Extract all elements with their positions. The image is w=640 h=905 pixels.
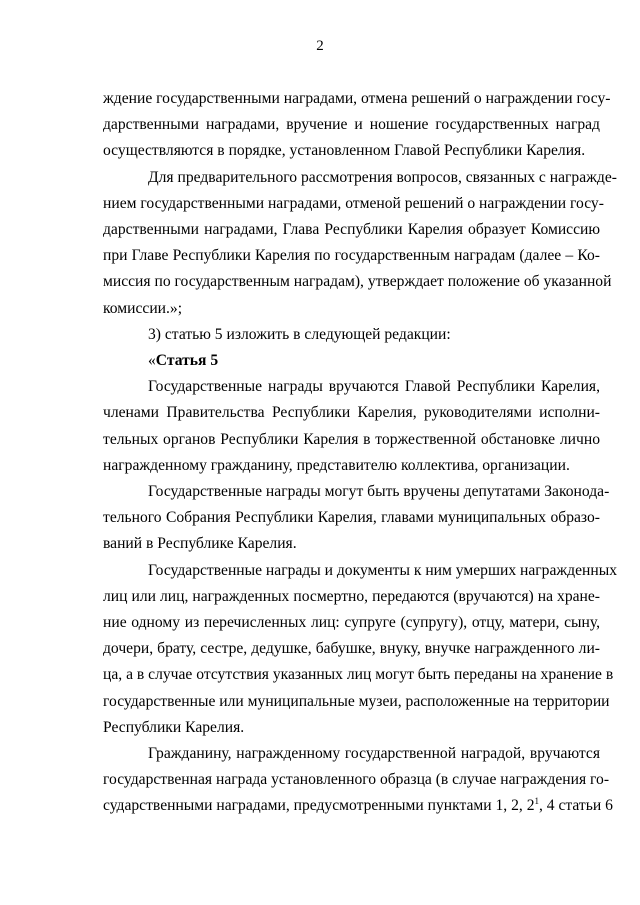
text-line: Государственные награды могут быть вручены депутатами Законода- xyxy=(148,483,610,501)
text-line: осуществляются в порядке, установленном Главой Республики Карелия. xyxy=(103,142,586,160)
heading-text: Статья 5 xyxy=(155,352,219,370)
text-line: Для предварительного рассмотрения вопросов, связанных с награжде- xyxy=(148,168,617,186)
article-heading xyxy=(103,348,600,374)
text-line: награжденному гражданину, представителю коллектива, организации. xyxy=(103,456,570,474)
page-number: 2 xyxy=(316,38,324,54)
text-line: Гражданину, награжденному государственной наградой, вручаются xyxy=(148,745,600,763)
text-line: дочери, брату, сестре, дедушке, бабушке, внуку, внучке награжденного ли- xyxy=(103,640,600,658)
document-body xyxy=(103,86,617,820)
text-line: Государственные награды вручаются Главой Республики Карелия, xyxy=(148,378,600,396)
text-line: дарственными наградами, Глава Республики Карелия образует Комиссию xyxy=(103,221,600,239)
text-line: дарственными наградами, вручение и ношение государственных наград xyxy=(103,116,600,134)
text-fragment: сударственными наградами, предусмотренными пунктами 1, 2, 2 xyxy=(103,797,535,815)
superscript: 1 xyxy=(534,796,539,807)
heading-quote: « xyxy=(148,352,156,370)
text-line: нием государственными наградами, отменой решений о награждении госу- xyxy=(103,194,604,212)
text-line: лиц или лиц, награжденных посмертно, передаются (вручаются) на хране- xyxy=(103,587,600,605)
text-line: государственная награда установленного образца (в случае награждения го- xyxy=(103,771,610,789)
text-line: государственные или муниципальные музеи, расположенные на территории xyxy=(103,692,610,710)
text-line: ждение государственными наградами, отмена решений о награждении госу- xyxy=(103,90,611,107)
text-line: ние одному из перечисленных лиц: супруге (супругу), отцу, матери, сыну, xyxy=(103,614,600,632)
text-line: Республики Карелия. xyxy=(103,718,245,736)
text-line: тельного Собрания Республики Карелия, главами муниципальных образо- xyxy=(103,509,600,527)
text-line xyxy=(103,793,613,819)
text-line: ца, а в случае отсутствия указанных лиц могут быть переданы на хранение в xyxy=(103,666,614,684)
text-line: миссия по государственным наградам), утверждает положение об указанной xyxy=(103,273,612,291)
text-line: комиссии.»; xyxy=(103,299,183,317)
text-line: ваний в Республике Карелия. xyxy=(103,535,297,553)
text-line: 3) статью 5 изложить в следующей редакции: xyxy=(148,325,451,343)
text-line: тельных органов Республики Карелия в торжественной обстановке лично xyxy=(103,430,600,448)
text-fragment: , 4 статьи 6 xyxy=(539,797,613,815)
text-line: членами Правительства Республики Карелия, руководителями исполни- xyxy=(103,404,600,422)
text-line: при Главе Республики Карелия по государственным наградам (далее – Ко- xyxy=(103,247,600,265)
text-line: Государственные награды и документы к ним умерших награжденных xyxy=(148,561,617,579)
